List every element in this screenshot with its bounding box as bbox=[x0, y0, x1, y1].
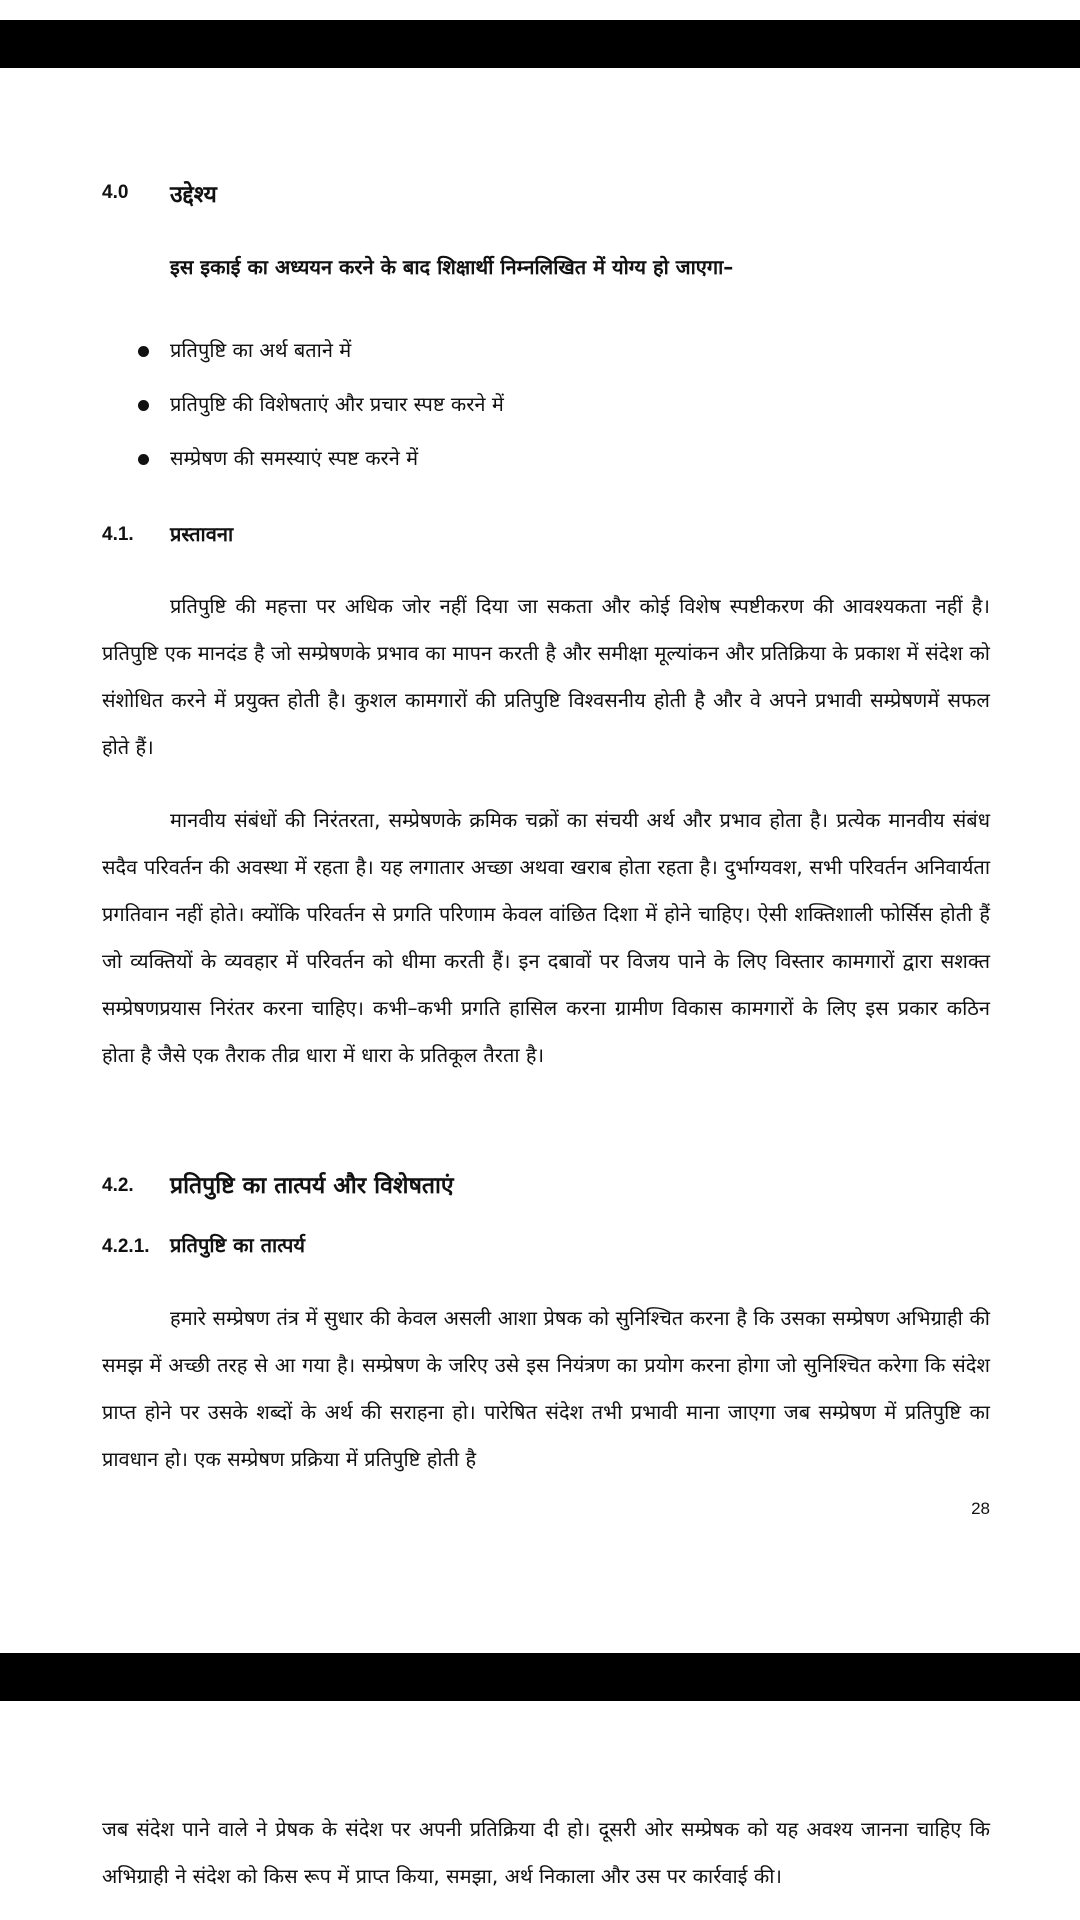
intro-paragraph-1: प्रतिपुष्टि की महत्ता पर अधिक जोर नहीं दिया जा सकता और कोई विशेष स्पष्टीकरण की आवश्यकता नहीं है। प्रतिपुष्टि एक मानदंड है जो सम्प्रेषणके प्रभाव का मापन करती है और समीक्षा मूल्यांकन और प्रतिक्रिया के प्रकाश में संदेश को संशोधित करने में प्रयुक्त होती है। कुशल कामगारों की प्रतिपुष्टि विश्वसनीय होती है और वे अपने प्रभावी सम्प्रेषणमें सफल होते हैं। bbox=[102, 594, 990, 759]
section-4-2-1-number: 4.2.1. bbox=[102, 1236, 150, 1257]
next-page-paragraph: जब संदेश पाने वाले ने प्रेषक के संदेश पर अपनी प्रतिक्रिया दी हो। दूसरी ओर सम्प्रेषक को यह अवश्य जानना चाहिए कि अभिग्राही ने संदेश को किस रूप में प्राप्त किया, समझा, अर्थ निकाला और उस पर कार्रवाई की। bbox=[102, 1817, 990, 1888]
bullet-icon bbox=[138, 400, 149, 411]
top-black-bar bbox=[0, 20, 1080, 68]
section-4-0-number: 4.0 bbox=[102, 182, 129, 203]
section-4-1-title: प्रस्तावना bbox=[170, 522, 234, 546]
meaning-paragraph: हमारे सम्प्रेषण तंत्र में सुधार की केवल असली आशा प्रेषक को सुनिश्चित करना है कि उसका सम्प्रेषण अभिग्राही की समझ में अच्छी तरह से आ गया है। सम्प्रेषण के जरिए उसे इस नियंत्रण का प्रयोग करना होगा जो सुनिश्चित करेगा कि संदेश प्राप्त होने पर उसके शब्दों के अर्थ की सराहना हो। पारेषित संदेश तभी प्रभावी माना जाएगा जब सम्प्रेषण में प्रतिपुष्टि का प्रावधान हो। एक सम्प्रेषण प्रक्रिया में प्रतिपुष्टि होती है bbox=[102, 1306, 990, 1471]
section-4-2-number: 4.2. bbox=[102, 1175, 134, 1196]
bullet-icon bbox=[138, 454, 149, 465]
section-4-2-title: प्रतिपुष्टि का तात्पर्य और विशेषताएं bbox=[170, 1173, 454, 1199]
section-4-2-1-title: प्रतिपुष्टि का तात्पर्य bbox=[170, 1233, 305, 1257]
page-separator-bar bbox=[0, 1653, 1080, 1701]
intro-paragraph-2: मानवीय संबंधों की निरंतरता, सम्प्रेषणके क्रमिक चक्रों का संचयी अर्थ और प्रभाव होता है। प्रत्येक मानवीय संबंध सदैव परिवर्तन की अवस्था में रहता है। यह लगातार अच्छा अथवा खराब होता रहता है। दुर्भाग्यवश, सभी परिवर्तन अनिवार्यता प्रगतिवान नहीं होते। क्योंकि परिवर्तन से प्रगति परिणाम केवल वांछित दिशा में होने चाहिए। ऐसी शक्तिशाली फोर्सिस होती हैं जो व्यक्तियों के व्यवहार में परिवर्तन को धीमा करती हैं। इन दबावों पर विजय पाने के लिए विस्तार कामगारों द्वारा सशक्त सम्प्रेषणप्रयास निरंतर करना चाहिए। कभी–कभी प्रगति हासिल करना ग्रामीण विकास कामगारों के लिए इस प्रकार कठिन होता है जैसे एक तैराक तीव्र धारा में धारा के प्रतिकूल तैरता है। bbox=[102, 808, 990, 1067]
objective-intro: इस इकाई का अध्ययन करने के बाद शिक्षार्थी निम्नलिखित में योग्य हो जाएगा– bbox=[170, 255, 734, 279]
bullet-icon bbox=[138, 346, 149, 357]
page-number: 28 bbox=[971, 1499, 990, 1518]
section-4-1-number: 4.1. bbox=[102, 524, 134, 545]
section-4-0-title: उद्देश्य bbox=[170, 182, 217, 208]
